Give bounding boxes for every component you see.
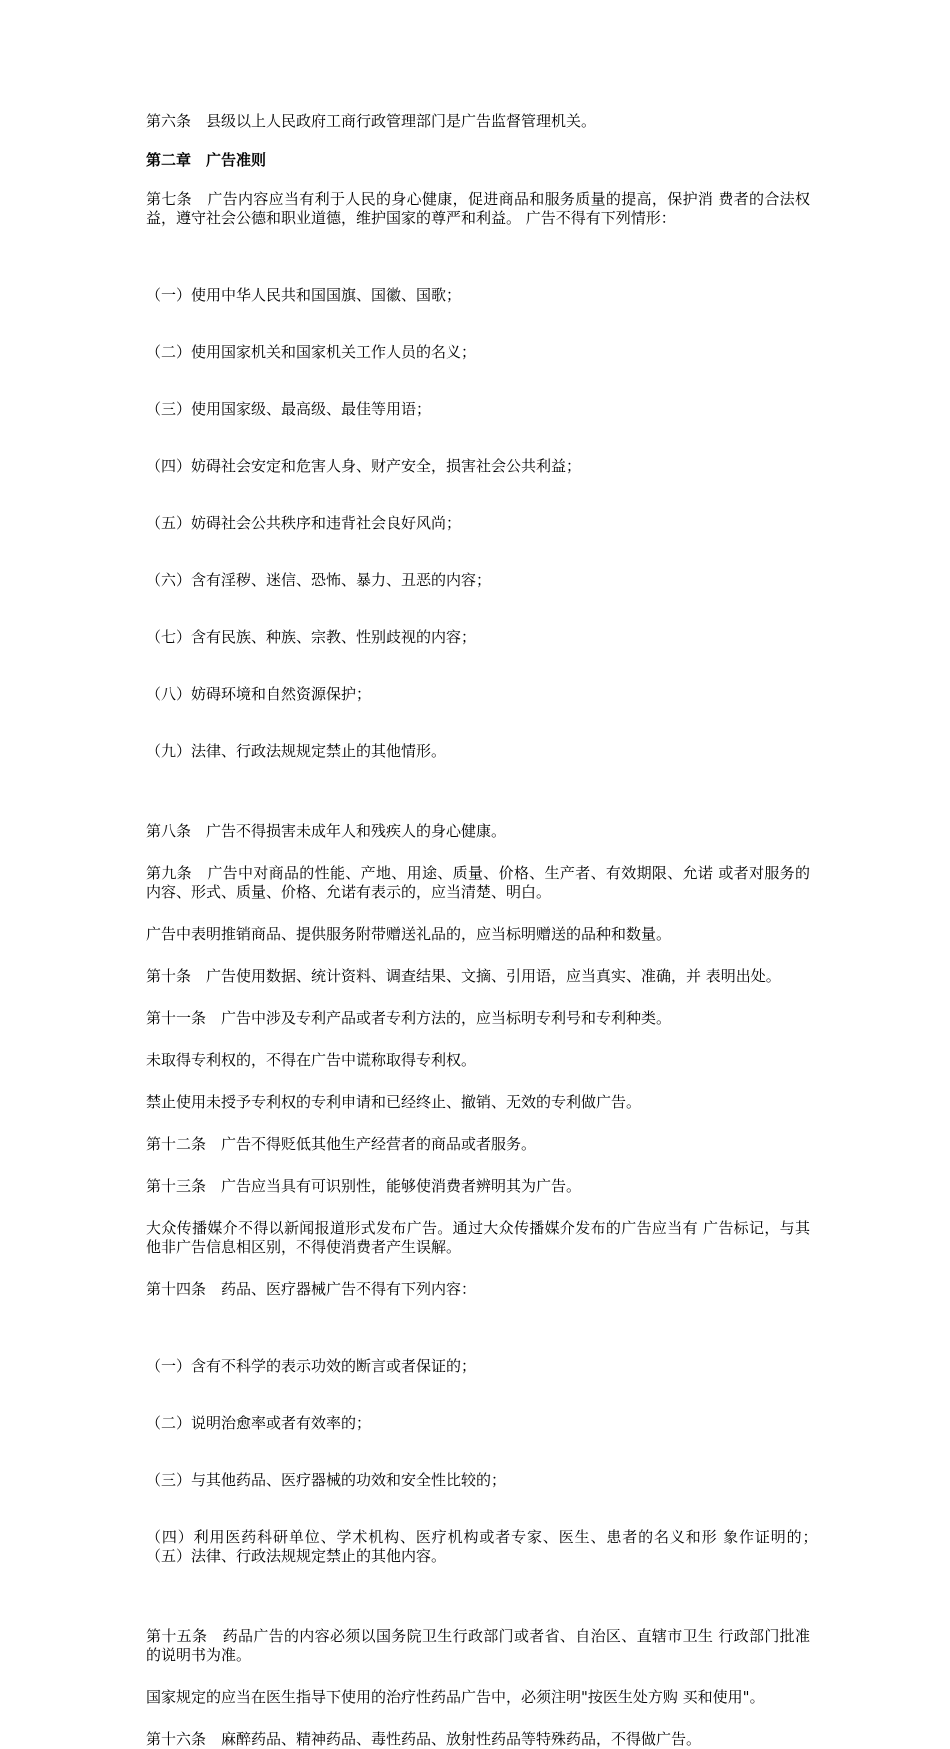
- list-item: （一）使用中华人民共和国国旗、国徽、国歌；: [146, 286, 462, 304]
- list-item: （二）说明治愈率或者有效率的；: [146, 1414, 372, 1432]
- article-16: 第十六条 麻醉药品、精神药品、毒性药品、放射性药品等特殊药品，不得做广告。: [146, 1730, 702, 1748]
- article-14: 第十四条 药品、医疗器械广告不得有下列内容：: [146, 1280, 477, 1298]
- article-11-prohibited: 禁止使用未授予专利权的专利申请和已经终止、撤销、无效的专利做广告。: [146, 1093, 642, 1111]
- article-11: 第十一条 广告中涉及专利产品或者专利方法的，应当标明专利号和专利种类。: [146, 1009, 672, 1027]
- article-13: 第十三条 广告应当具有可识别性，能够使消费者辨明其为广告。: [146, 1177, 582, 1195]
- list-item: （二）使用国家机关和国家机关工作人员的名义；: [146, 343, 477, 361]
- list-item: （三）使用国家级、最高级、最佳等用语；: [146, 400, 432, 418]
- list-item: （四）妨碍社会安定和危害人身、财产安全，损害社会公共利益；: [146, 457, 582, 475]
- article-7: 第七条 广告内容应当有利于人民的身心健康，促进商品和服务质量的提高，保护消 费者的合法权益，遵守社会公德和职业道德，维护国家的尊严和利益。 广告不得有下列情形：: [146, 190, 810, 227]
- list-item: （八）妨碍环境和自然资源保护；: [146, 685, 372, 703]
- article-15-prescription: 国家规定的应当在医生指导下使用的治疗性药品广告中，必须注明"按医生处方购 买和使用"。: [146, 1688, 765, 1706]
- list-item: （九）法律、行政法规规定禁止的其他情形。: [146, 742, 447, 760]
- list-item: （七）含有民族、种族、宗教、性别歧视的内容；: [146, 628, 477, 646]
- article-9-gift: 广告中表明推销商品、提供服务附带赠送礼品的，应当标明赠送的品种和数量。: [146, 925, 672, 943]
- article-8: 第八条 广告不得损害未成年人和残疾人的身心健康。: [146, 822, 507, 840]
- chapter-2-heading: 第二章 广告准则: [146, 151, 267, 169]
- list-item: （一）含有不科学的表示功效的断言或者保证的；: [146, 1357, 477, 1375]
- article-7-list: [146, 248, 810, 799]
- article-6: 第六条 县级以上人民政府工商行政管理部门是广告监督管理机关。: [146, 112, 597, 130]
- article-13-media: 大众传播媒介不得以新闻报道形式发布广告。通过大众传播媒介发布的广告应当有 广告标记，与其他非广告信息相区别，不得使消费者产生误解。: [146, 1219, 810, 1256]
- list-item: （六）含有淫秽、迷信、恐怖、暴力、丑恶的内容；: [146, 571, 492, 589]
- document-page: [146, 112, 856, 1749]
- article-10: 第十条 广告使用数据、统计资料、调查结果、文摘、引用语，应当真实、准确，并 表明出处。: [146, 967, 781, 985]
- article-11-no-patent: 未取得专利权的，不得在广告中谎称取得专利权。: [146, 1051, 477, 1069]
- article-14-list: [146, 1319, 856, 1604]
- list-item: （三）与其他药品、医疗器械的功效和安全性比较的；: [146, 1471, 507, 1489]
- article-15: 第十五条 药品广告的内容必须以国务院卫生行政部门或者省、自治区、直辖市卫生 行政部门批准的说明书为准。: [146, 1627, 810, 1664]
- list-item: （五）妨碍社会公共秩序和违背社会良好风尚；: [146, 514, 462, 532]
- article-12: 第十二条 广告不得贬低其他生产经营者的商品或者服务。: [146, 1135, 537, 1153]
- list-item: （四）利用医药科研单位、学术机构、医疗机构或者专家、医生、患者的名义和形 象作证明的； （五）法律、行政法规规定禁止的其他内容。: [146, 1528, 856, 1565]
- article-9: 第九条 广告中对商品的性能、产地、用途、质量、价格、生产者、有效期限、允诺 或者对服务的内容、形式、质量、价格、允诺有表示的，应当清楚、明白。: [146, 864, 810, 901]
